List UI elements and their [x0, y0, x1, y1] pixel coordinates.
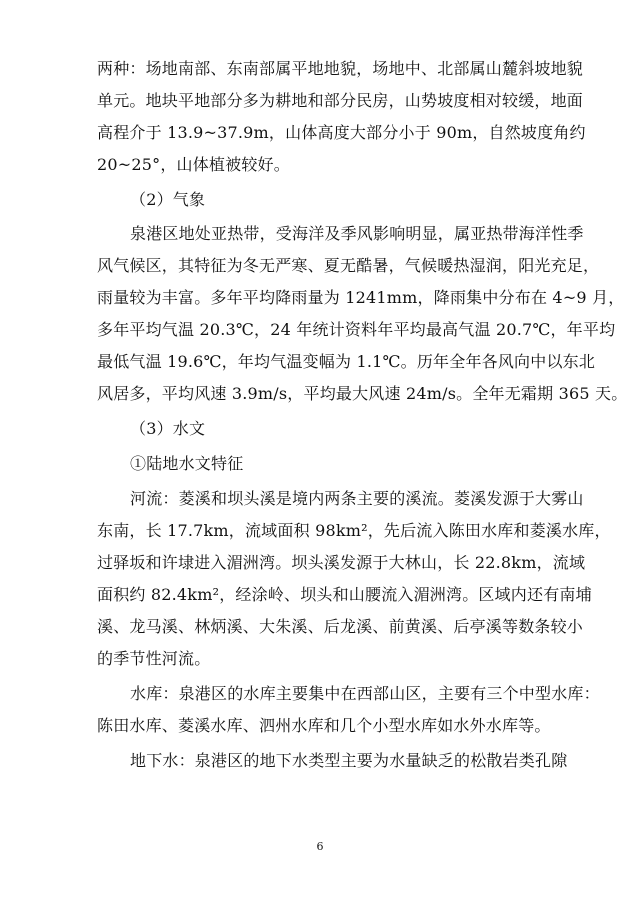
- text-line: 风气候区，其特征为冬无严寒、夏无酷暑，气候暖热湿润，阳光充足，: [97, 256, 600, 275]
- text-line: 最低气温 19.6℃，年均气温变幅为 1.1℃。历年全年各风向中以东北: [97, 352, 596, 371]
- section-heading-climate: （2）气象: [130, 190, 206, 209]
- text-line: 陈田水库、菱溪水库、泗州水库和几个小型水库如水外水库等。: [97, 716, 551, 735]
- text-line: 单元。地块平地部分多为耕地和部分民房，山势坡度相对较缓，地面: [97, 91, 584, 110]
- subsection-heading-land-hydrology: ①陆地水文特征: [130, 454, 244, 473]
- text-line: 高程介于 13.9~37.9m，山体高度大部分小于 90m，自然坡度角约: [97, 123, 586, 142]
- text-line: 河流：菱溪和坝头溪是境内两条主要的溪流。菱溪发源于大雾山: [130, 489, 584, 508]
- text-line: 多年平均气温 20.3℃，24 年统计资料年平均最高气温 20.7℃，年平均: [97, 320, 616, 339]
- text-line: 风居多，平均风速 3.9m/s，平均最大风速 24m/s。全年无霜期 365 天。: [97, 384, 628, 403]
- text-line: 溪、龙马溪、林炳溪、大朱溪、后龙溪、前黄溪、后亭溪等数条较小: [97, 617, 584, 636]
- text-line: 水库：泉港区的水库主要集中在西部山区，主要有三个中型水库：: [130, 684, 600, 703]
- section-heading-hydrology: （3）水文: [130, 419, 206, 438]
- text-line: 地下水：泉港区的地下水类型主要为水量缺乏的松散岩类孔隙: [130, 751, 568, 770]
- text-line: 面积约 82.4km²，经涂岭、坝头和山腰流入湄洲湾。区域内还有南埔: [97, 585, 592, 604]
- text-line: 的季节性河流。: [97, 649, 211, 668]
- text-line: 东南，长 17.7km，流域面积 98km²，先后流入陈田水库和菱溪水库，: [97, 521, 611, 540]
- text-line: 两种：场地南部、东南部属平地地貌，场地中、北部属山麓斜坡地貌: [97, 59, 584, 78]
- text-line: 过驿坂和许埭进入湄洲湾。坝头溪发源于大林山，长 22.8km，流域: [97, 553, 586, 572]
- text-line: 雨量较为丰富。多年平均降雨量为 1241mm，降雨集中分布在 4~9 月，: [97, 288, 625, 307]
- text-line: 20~25°，山体植被较好。: [97, 155, 290, 174]
- page-number: 6: [316, 840, 324, 853]
- text-line: 泉港区地处亚热带，受海洋及季风影响明显，属亚热带海洋性季: [130, 224, 584, 243]
